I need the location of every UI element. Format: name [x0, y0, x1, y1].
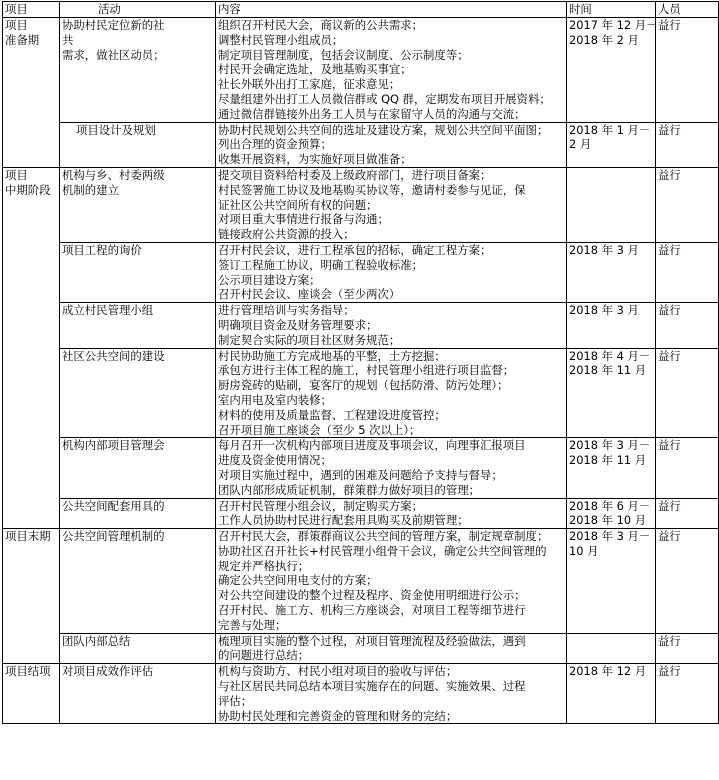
activity-line: 项目设计及规划: [76, 122, 156, 137]
content-line: 收集开展资料，为实施好项目做准备；: [218, 152, 412, 167]
content-line: 召开村民大会，群策群商议公共空间的管理方案，制定规章制度；: [218, 529, 549, 544]
table-row: [3, 303, 719, 348]
content-line: 村民开会确定选址，及地基购买事宜；: [218, 62, 412, 77]
header-time: 时间: [567, 2, 656, 18]
content-line: 梳理项目实施的整个过程，对项目管理流程及经验做法，遇到: [218, 633, 526, 648]
activity-cell: [60, 303, 216, 348]
table-row: [3, 122, 719, 167]
content-cell: [216, 664, 567, 724]
content-line: 制定契合实际的项目社区财务规范；: [218, 332, 401, 347]
activity-cell: [60, 498, 216, 529]
content-line: 与社区居民共同总结本项目实施存在的问题、实施效果、过程: [218, 679, 526, 694]
person-cell: 益行: [656, 167, 719, 242]
content-line: 签订工程施工协议，明确工程验收标准；: [218, 257, 424, 272]
stage-line: 项目: [5, 167, 28, 182]
content-line: 召开村民、施工方、机构三方座谈会，对项目工程等细节进行: [218, 603, 526, 618]
activity-line: 公共空间管理机制的: [62, 529, 165, 544]
stage-cell: [3, 664, 60, 724]
content-line: 召开村民管理小组会议，制定购买方案；: [218, 498, 424, 513]
time-line: 2018 年 2 月: [569, 32, 639, 47]
stage-line: 项目结项: [5, 664, 51, 679]
content-cell: [216, 122, 567, 167]
table-row: [3, 498, 719, 529]
content-line: 团队内部形成质证机制，群策群力做好项目的管理；: [218, 482, 480, 497]
time-cell: [567, 167, 656, 242]
stage-line: 项目: [5, 18, 28, 32]
content-line: 进行管理培训与实务指导；: [218, 303, 355, 318]
time-cell: [567, 498, 656, 529]
content-line: 机构与资助方、村民小组对项目的验收与评估；: [218, 664, 458, 679]
table-row: [3, 167, 719, 242]
time-line: 2018 年 1 月－: [569, 122, 651, 137]
content-line: 链接政府公共资源的投入；: [218, 227, 355, 242]
activity-cell: [60, 122, 216, 167]
stage-cell: [3, 167, 60, 528]
person-cell: 益行: [656, 498, 719, 529]
content-line: 对项目实施过程中，遇到的困难及问题给予支持与督导；: [218, 467, 503, 482]
content-line: 尽量组建外出打工人员微信群或 QQ 群，定期发布项目开展资料；: [218, 91, 551, 106]
time-line: 2017 年 12 月－: [569, 18, 658, 32]
content-cell: [216, 242, 567, 302]
content-line: 村民签署施工协议及地基购买协议等，邀请村委参与见证，保: [218, 182, 526, 197]
content-line: 公示项目建设方案；: [218, 272, 321, 287]
content-line: 提交项目资料给村委及上级政府部门，进行项目备案；: [218, 167, 492, 182]
content-cell: [216, 303, 567, 348]
content-line: 明确项目资金及财务管理要求；: [218, 317, 378, 332]
time-line: 2018 年 3 月: [569, 242, 639, 257]
content-cell: [216, 18, 567, 123]
activity-line: 公共空间配套用具的: [62, 498, 165, 513]
header-row: [3, 2, 719, 18]
time-cell: [567, 242, 656, 302]
table-row: [3, 664, 719, 724]
time-line: 2018 年 11 月: [569, 363, 647, 378]
content-line: 通过微信群链接外出务工人员与在家留守人员的沟通与交流；: [218, 106, 526, 121]
activity-line: 需求，做社区动员；: [62, 47, 165, 62]
activity-line: 项目工程的询价: [62, 242, 142, 257]
content-line: 社长外联外出打工家庭，征求意见；: [218, 77, 401, 92]
header-activity: 活动: [60, 2, 216, 18]
content-line: 室内用电及室内装修；: [218, 392, 332, 407]
time-cell: [567, 438, 656, 498]
project-plan-table: [2, 1, 719, 724]
activity-line: 社区公共空间的建设: [62, 348, 165, 363]
header-person: 人员: [656, 2, 719, 18]
content-line: 组织召开村民大会，商议新的公共需求；: [218, 18, 424, 32]
content-line: 协助村民规划公共空间的选址及建设方案，规划公共空间平面图；: [218, 122, 549, 137]
person-cell: 益行: [656, 633, 719, 664]
stage-line: 项目末期: [5, 529, 51, 544]
activity-cell: [60, 348, 216, 438]
content-line: 材料的使用及质量监督、工程建设进度管控；: [218, 407, 446, 422]
activity-cell: [60, 633, 216, 664]
header-content: 内容: [216, 2, 567, 18]
table-row: [3, 633, 719, 664]
content-cell: [216, 167, 567, 242]
time-line: 10 月: [569, 543, 599, 558]
table-row: [3, 438, 719, 498]
activity-line: 机制的建立: [62, 182, 119, 197]
content-line: 每月召开一次机构内部项目进度及事项会议，向理事汇报项目: [218, 438, 526, 453]
content-line: 村民协助施工方完成地基的平整，土方挖掘；: [218, 348, 446, 363]
content-line: 厨房瓷砖的贴刷，宴客厅的规划（包括防滑、防污处理）；: [218, 378, 509, 393]
content-line: 协助村民处理和完善资金的管理和财务的完结；: [218, 708, 458, 723]
content-line: 召开村民会议、座谈会（至少两次）: [218, 287, 401, 302]
header-stage: 项目: [3, 2, 60, 18]
activity-line: 机构内部项目管理会: [62, 438, 165, 453]
activity-cell: [60, 529, 216, 634]
content-line: 规定并严格执行；: [218, 558, 310, 573]
stage-cell: [3, 529, 60, 664]
table-row: [3, 348, 719, 438]
person-cell: 益行: [656, 242, 719, 302]
time-line: 2018 年 6 月－: [569, 498, 651, 513]
content-line: 证社区公共空间所有权的问题；: [218, 197, 378, 212]
content-line: 对项目重大事情进行报备与沟通；: [218, 212, 389, 227]
time-cell: [567, 633, 656, 664]
stage-line: 准备期: [5, 32, 40, 47]
person-cell: 益行: [656, 122, 719, 167]
time-line: 2018 年 12 月: [569, 664, 647, 679]
time-cell: [567, 303, 656, 348]
activity-cell: [60, 242, 216, 302]
content-line: 制定项目管理制度，包括会议制度、公示制度等；: [218, 47, 469, 62]
activity-line: 对项目成效作评估: [62, 664, 154, 679]
stage-cell: [3, 18, 60, 168]
content-line: 确定公共空间用电支付的方案；: [218, 573, 378, 588]
activity-cell: [60, 18, 216, 123]
content-line: 工作人员协助村民进行配套用具购买及前期管理；: [218, 513, 469, 528]
time-cell: [567, 348, 656, 438]
content-line: 承包方进行主体工程的施工，村民管理小组进行项目监督；: [218, 363, 515, 378]
content-cell: [216, 529, 567, 634]
content-line: 进度及资金使用情况；: [218, 453, 332, 468]
person-cell: 益行: [656, 438, 719, 498]
content-cell: [216, 438, 567, 498]
activity-line: 机构与乡、村委两级: [62, 167, 165, 182]
stage-line: 中期阶段: [5, 182, 51, 197]
activity-cell: [60, 167, 216, 242]
person-cell: 益行: [656, 529, 719, 634]
time-cell: [567, 529, 656, 634]
time-cell: [567, 122, 656, 167]
activity-line: 团队内部总结: [62, 633, 131, 648]
table-row: [3, 529, 719, 634]
content-line: 召开项目施工座谈会（至少 5 次以上）；: [218, 422, 421, 437]
content-cell: [216, 633, 567, 664]
content-line: 协助社区召开社长+村民管理小组骨干会议，确定公共空间管理的: [218, 543, 547, 558]
content-line: 对公共空间建设的整个过程及程序、资金使用明细进行公示；: [218, 588, 526, 603]
time-line: 2018 年 11 月: [569, 453, 647, 468]
content-line: 列出合理的资金预算；: [218, 137, 332, 152]
time-line: 2 月: [569, 137, 592, 152]
content-line: 召开村民会议，进行工程承包的招标，确定工程方案；: [218, 242, 492, 257]
content-line: 调整村民管理小组成员；: [218, 32, 344, 47]
content-line: 完善与处理；: [218, 617, 287, 632]
activity-cell: [60, 438, 216, 498]
table-row: [3, 18, 719, 123]
time-line: 2018 年 10 月: [569, 513, 647, 528]
person-cell: 益行: [656, 18, 719, 123]
content-cell: [216, 348, 567, 438]
activity-cell: [60, 664, 216, 724]
person-cell: 益行: [656, 348, 719, 438]
content-line: 的问题进行总结；: [218, 648, 310, 663]
table-row: [3, 242, 719, 302]
time-cell: [567, 18, 656, 123]
content-line: 评估；: [218, 693, 253, 708]
activity-line: 共: [62, 32, 74, 47]
time-cell: [567, 664, 656, 724]
content-cell: [216, 498, 567, 529]
person-cell: 益行: [656, 664, 719, 724]
activity-line: 协助村民定位新的社: [62, 18, 165, 32]
activity-line: 成立村民管理小组: [62, 303, 154, 318]
person-cell: 益行: [656, 303, 719, 348]
time-line: 2018 年 3 月－: [569, 438, 651, 453]
time-line: 2018 年 3 月－: [569, 529, 651, 544]
time-line: 2018 年 4 月－: [569, 348, 651, 363]
time-line: 2018 年 3 月: [569, 303, 639, 318]
